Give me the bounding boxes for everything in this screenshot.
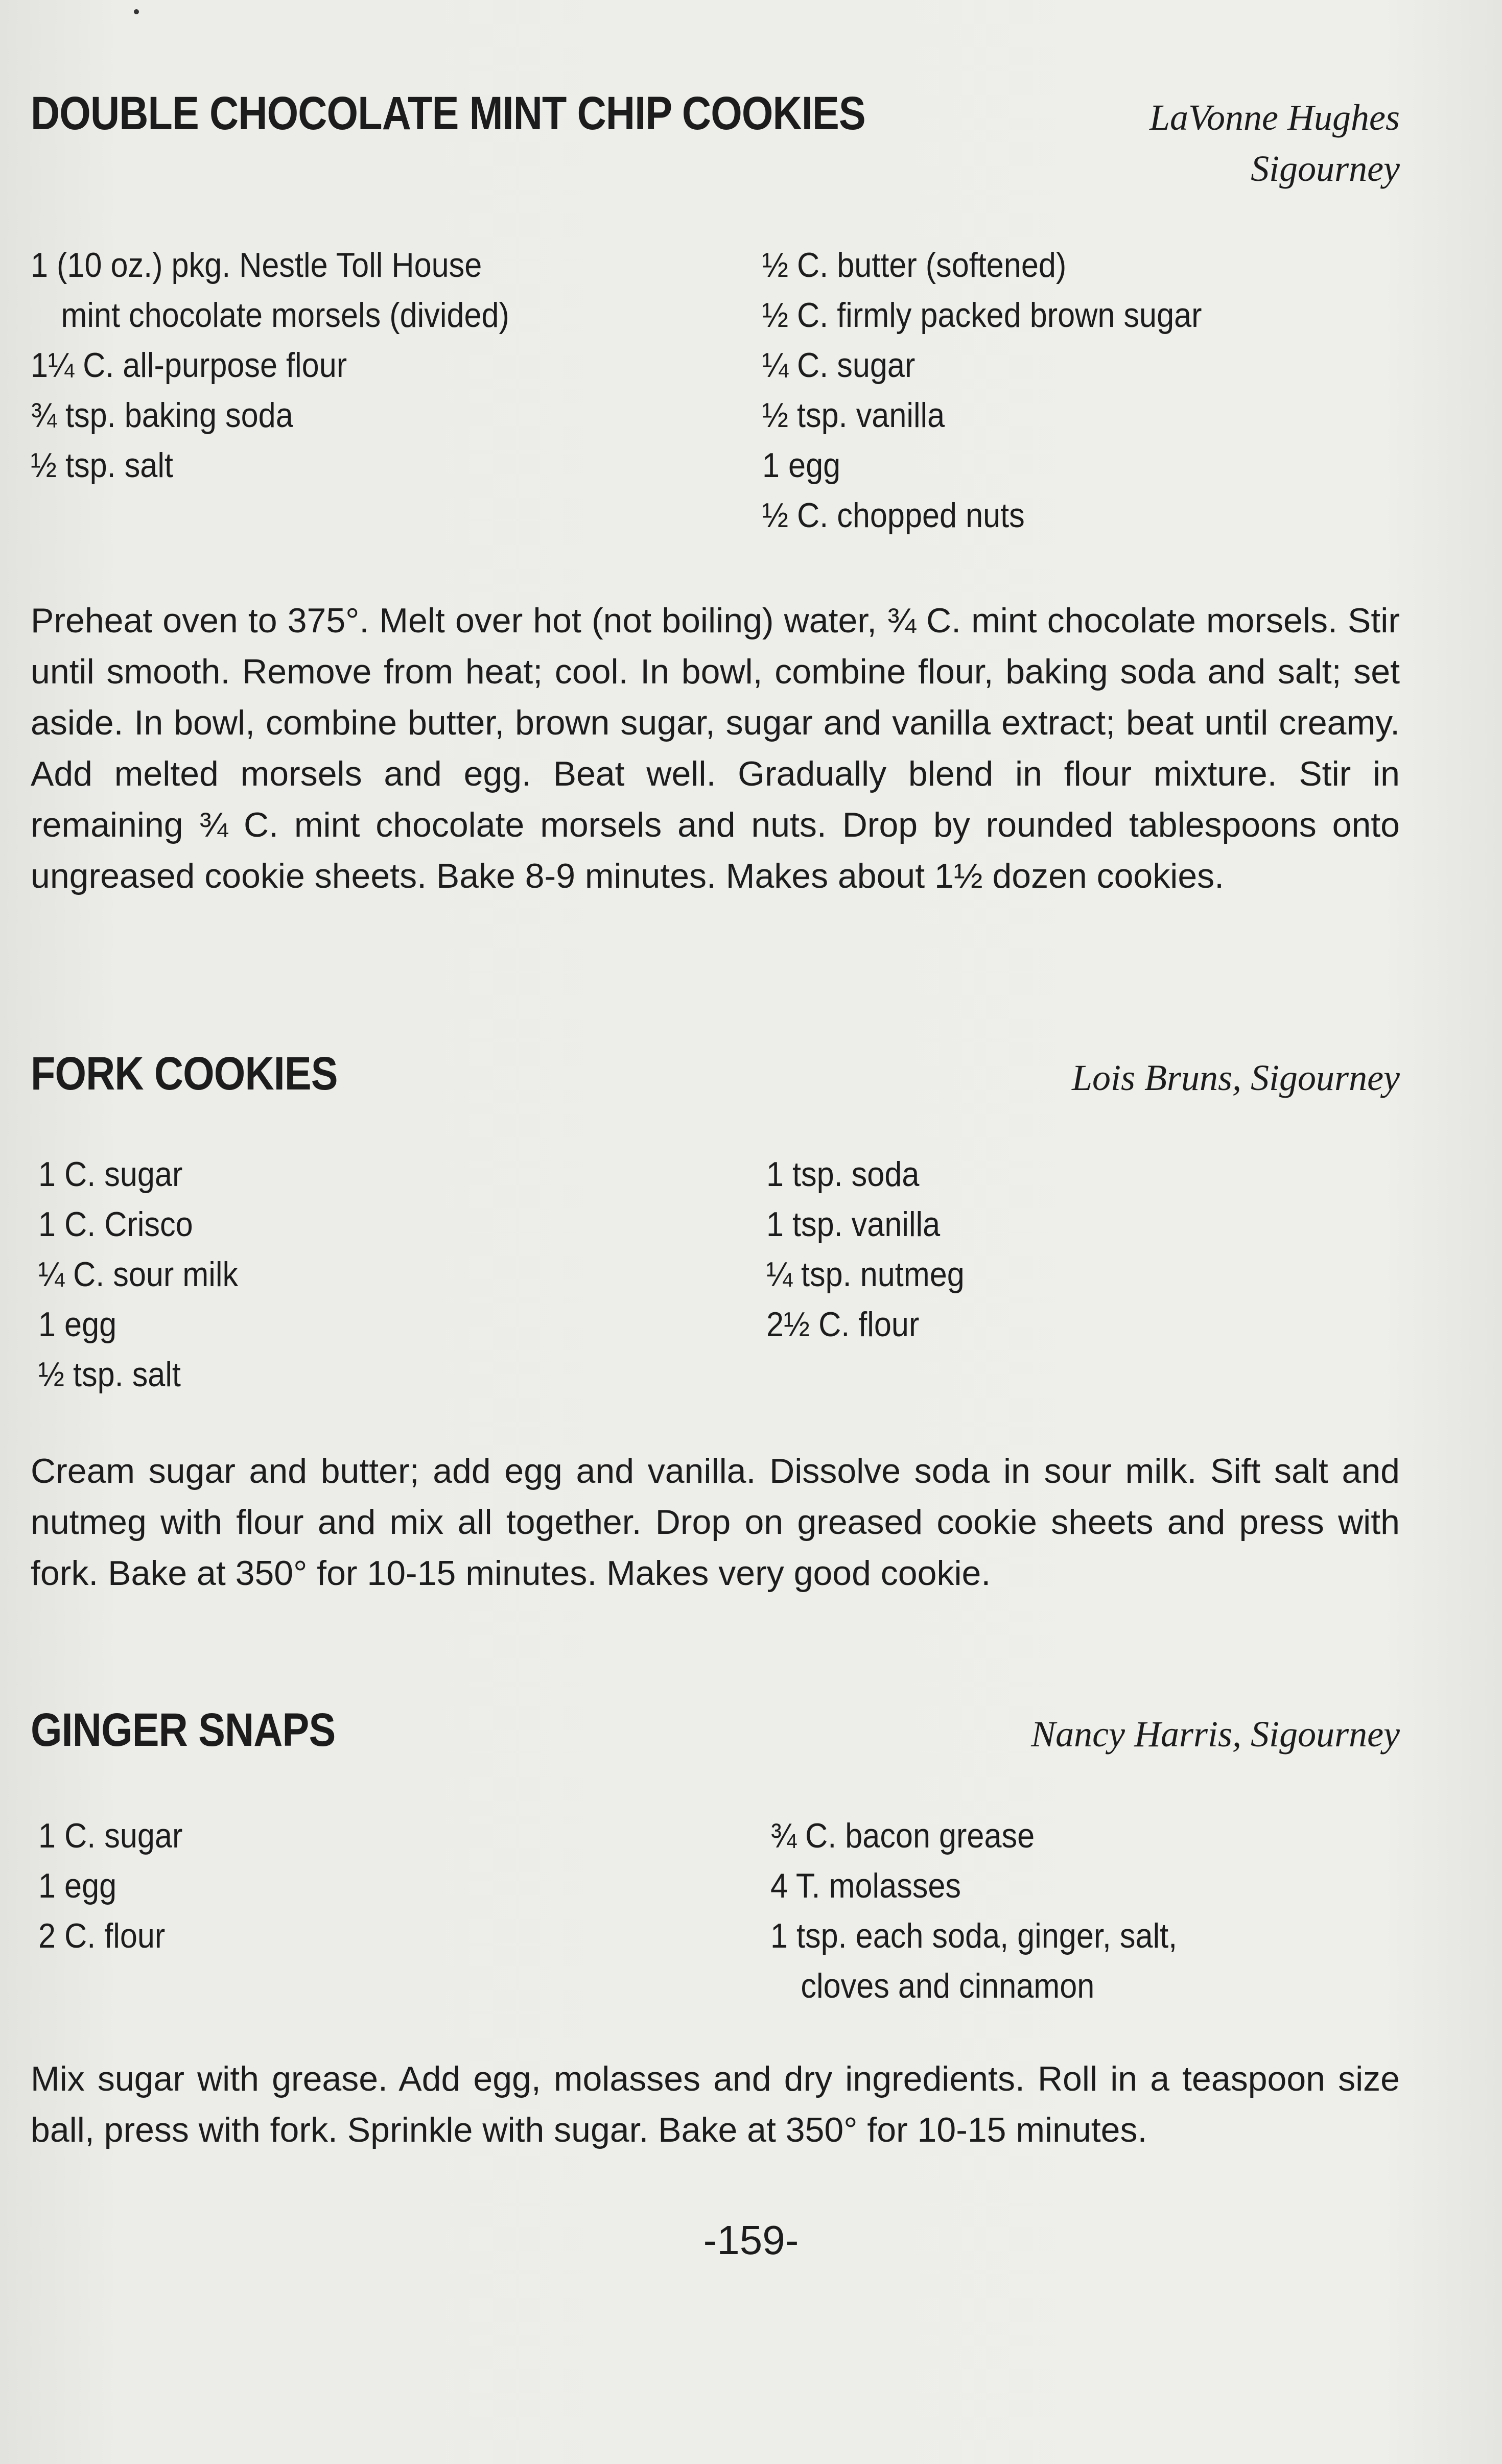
ingredient: 1 C. sugar — [38, 1816, 183, 1855]
ingredient: ½ C. butter (softened) — [762, 246, 1067, 285]
ingredient: 1 C. Crisco — [38, 1205, 193, 1244]
ingredient: cloves and cinnamon — [801, 1967, 1095, 2005]
recipe-header — [31, 87, 1400, 189]
ingredient: ¼ C. sugar — [762, 346, 916, 385]
recipe-header — [31, 1047, 1400, 1119]
ingredient: 1 egg — [38, 1866, 117, 1905]
recipe-ginger-snaps — [31, 1703, 1400, 2149]
recipe-author — [1149, 92, 1400, 194]
author-name: LaVonne Hughes — [1149, 97, 1400, 138]
ingredients-left — [38, 1149, 238, 1400]
recipe-author — [1072, 1052, 1400, 1103]
ingredient: 1 egg — [38, 1305, 117, 1344]
ingredients-right — [762, 240, 1202, 540]
ingredient: ¼ C. sour milk — [38, 1255, 239, 1294]
ingredient: 4 T. molasses — [770, 1866, 961, 1905]
ingredient: 1 tsp. vanilla — [766, 1205, 941, 1244]
ingredients-right — [770, 1811, 1177, 2011]
ingredient: 1 tsp. each soda, ginger, salt, — [770, 1916, 1178, 1955]
ingredient: ¼ tsp. nutmeg — [766, 1255, 965, 1294]
author-name: Nancy Harris, Sigourney — [1031, 1714, 1400, 1755]
recipe-title: FORK COOKIES — [31, 1048, 338, 1100]
recipe-double-chocolate-mint-chip-cookies — [31, 87, 1400, 895]
ingredient: 1 (10 oz.) pkg. Nestle Toll House — [31, 246, 482, 285]
ingredient: 1 egg — [762, 446, 841, 485]
ingredient: ½ C. chopped nuts — [762, 496, 1025, 535]
recipe-instructions: Mix sugar with grease. Add egg, molasses and dry ingredients. Roll in a teaspoon size ball, press with fork. Sprinkle with sugar. Bake at 350° for 10-15 minutes. — [31, 2059, 1400, 2149]
recipe-title: DOUBLE CHOCOLATE MINT CHIP COOKIES — [31, 87, 865, 139]
ingredient: ¾ C. bacon grease — [770, 1816, 1035, 1855]
ingredient: ¾ tsp. baking soda — [31, 396, 293, 435]
ingredient: 1 C. sugar — [38, 1155, 183, 1194]
ingredients-right — [766, 1149, 965, 1349]
author-town: Sigourney — [1251, 148, 1400, 189]
ingredient: 2 C. flour — [38, 1916, 166, 1955]
ingredient: 1¼ C. all-purpose flour — [31, 346, 347, 385]
recipe-fork-cookies — [31, 1047, 1400, 1593]
author-name: Lois Bruns, Sigourney — [1071, 1057, 1400, 1098]
ingredients-left — [31, 240, 509, 490]
ingredient: ½ tsp. vanilla — [762, 396, 945, 435]
speck — [134, 9, 139, 14]
ingredient: 1 tsp. soda — [766, 1155, 920, 1194]
recipe-instructions: Preheat oven to 375°. Melt over hot (not boiling) water, ¾ C. mint chocolate morsels. Stir until smooth. Remove from heat; cool. In bowl, combine flour, baking soda and salt; set aside. In bowl, combine butter, brown sugar, sugar and vanilla extract; beat until creamy. Add melted morsels and egg. Beat well. Gradually blend in flour mixture. Stir in remaining ¾ C. mint chocolate morsels and nuts. Drop by rounded tablespoons onto ungreased cookie sheets. Bake 8-9 minutes. Makes about 1½ dozen cookies. — [31, 601, 1400, 895]
ingredient: mint chocolate morsels (divided) — [61, 296, 509, 335]
ingredient: ½ tsp. salt — [31, 446, 173, 485]
recipe-instructions: Cream sugar and butter; add egg and vanilla. Dissolve soda in sour milk. Sift salt and nutmeg with flour and mix all together. Drop on greased cookie sheets and press with fork. Bake at 350° for 10-15 minutes. Makes very good cookie. — [31, 1452, 1400, 1593]
ingredient: ½ tsp. salt — [38, 1355, 181, 1394]
recipe-header — [31, 1703, 1400, 1775]
ingredient: ½ C. firmly packed brown sugar — [762, 296, 1202, 335]
recipe-title: GINGER SNAPS — [31, 1704, 336, 1756]
ingredient: 2½ C. flour — [766, 1305, 920, 1344]
recipe-author — [1031, 1709, 1400, 1760]
ingredients-left — [38, 1811, 182, 1961]
page-number: -159- — [703, 2217, 799, 2263]
